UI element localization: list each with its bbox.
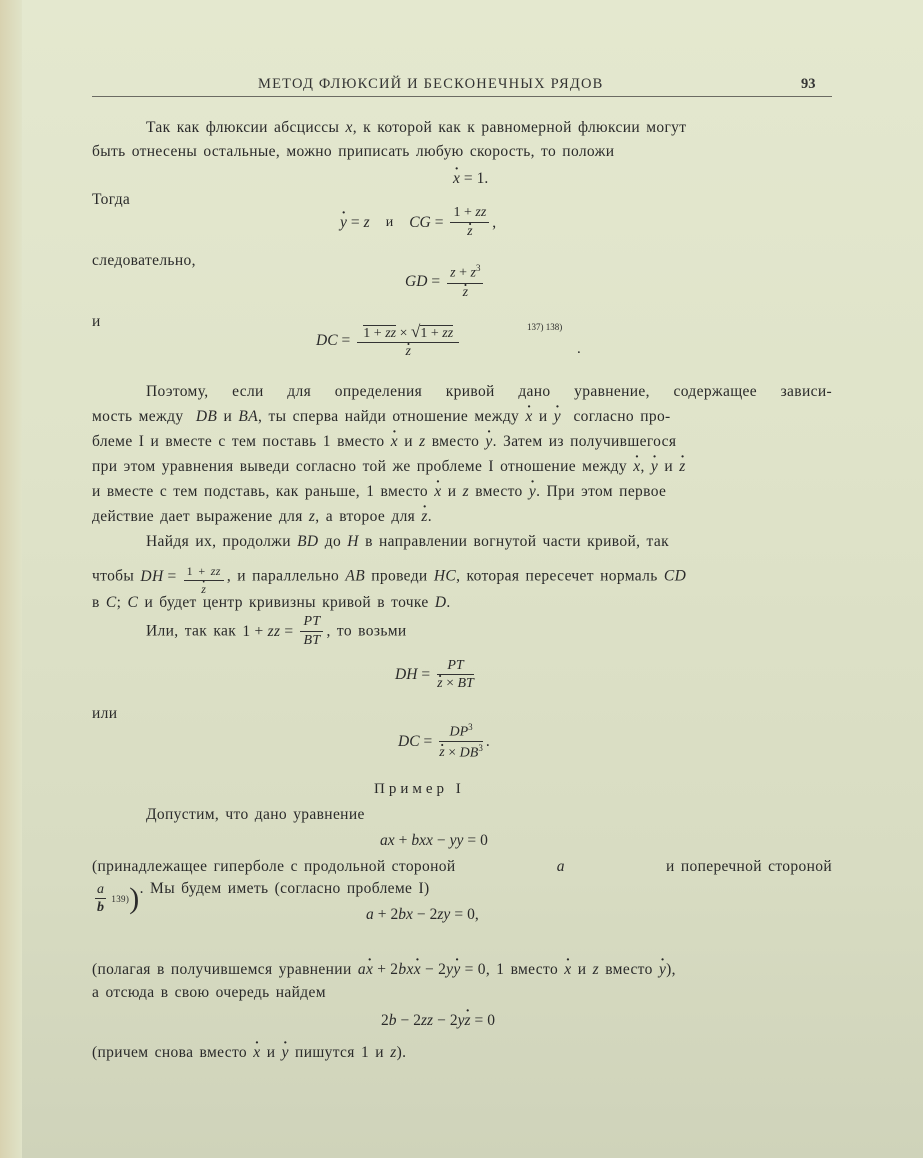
- paragraph-1-line-1: Так как флюксии абсциссы x, к которой как к равномерной флюксии могут: [146, 119, 687, 136]
- paragraph-6-line-1: (принадлежащее гиперболе с продольной стороной a и поперечной стороной: [92, 858, 832, 875]
- paragraph-5-line-1: Допустим, что дано уравнение: [146, 806, 365, 823]
- label-consequently: следовательно,: [92, 252, 196, 269]
- footnote-ref-137-138: 137) 138): [527, 322, 563, 332]
- equation-derivative-1: a + 2 bx − 2 zy = 0,: [366, 906, 479, 923]
- paragraph-3-line-3: в C; C и будет центр кривизны кривой в точке D.: [92, 594, 451, 611]
- paragraph-7-line-1: (полагая в получившемся уравнении a· x + 2 bx· x − 2 y· y = 0 , 1 вместо · x и z вместо · y),: [92, 961, 676, 979]
- equation-derivative-2: 2 b − 2 zz − 2 y· z = 0: [381, 1012, 495, 1030]
- paragraph-2-line-6: действие дает выражение для z, а второе для · z.: [92, 508, 432, 526]
- header-rule: [92, 96, 832, 97]
- equation-hyperbola: ax + bxx − yy = 0: [380, 832, 488, 849]
- paragraph-1-line-2: быть отнесены остальные, можно приписать любую скорость, то положи: [92, 143, 615, 160]
- equation-x-dot-1: · x = 1.: [453, 170, 488, 188]
- paragraph-6-line-2: $\frac{a}{b}$ 139) ) . Мы будем иметь (согласно проблеме I): [97, 880, 430, 915]
- paragraph-8-line-1: (причем снова вместо · x и · y пишутся 1 и z).: [92, 1044, 406, 1062]
- page-edge: [0, 0, 22, 1158]
- label-then: Тогда: [92, 191, 131, 208]
- equation-gd: GD = $z + z^3$ · z: [405, 263, 486, 301]
- paragraph-3-line-1: Найдя их, продолжи BD до H в направлении вогнутой части кривой, так: [146, 533, 669, 550]
- label-and: и: [92, 313, 101, 330]
- paragraph-2-line-4: при этом уравнения выведи согласно той же проблеме I отношение между · x, · y и · z: [92, 458, 686, 476]
- paragraph-4-line-1: Или, так как 1 + zz = $\frac{PT}{BT}$ , то возьми: [146, 614, 407, 648]
- period: .: [577, 341, 581, 357]
- equation-dc-ratio: DC = $DP^3$ · $z \times DB^3$ .: [398, 722, 490, 761]
- equation-cg: · y = z и CG = 1 + zz · z ,: [340, 205, 496, 240]
- example-heading: Пример I: [374, 781, 465, 797]
- page-number: 93: [801, 76, 816, 92]
- paragraph-2-line-1: Поэтому, если для определения кривой дано уравнение, содержащее зависи-: [146, 383, 832, 400]
- label-or: или: [92, 705, 118, 722]
- paragraph-2-line-3: блеме I и вместе с тем поставь 1 вместо · x и z вместо · y. Затем из получившегося: [92, 433, 676, 451]
- paragraph-2-line-5: и вместе с тем подставь, как раньше, 1 вместо · x и z вместо · y. При этом первое: [92, 483, 666, 501]
- paragraph-7-line-2: а отсюда в свою очередь найдем: [92, 984, 326, 1001]
- paragraph-2-line-2: мость между DB и BA, ты сперва найди отношение между · x и · y согласно про-: [92, 408, 832, 426]
- equation-dh: DH = PT · z × BT: [395, 658, 477, 692]
- running-title: МЕТОД ФЛЮКСИЙ И БЕСКОНЕЧНЫХ РЯДОВ: [258, 76, 604, 92]
- equation-dc-radical: DC = 1 + zz × √1 + zz · z: [316, 322, 462, 360]
- paragraph-3-line-2: чтобы DH = 1 + zz · z , и параллельно AB проведи HC, которая пересечет нормаль CD: [92, 556, 686, 597]
